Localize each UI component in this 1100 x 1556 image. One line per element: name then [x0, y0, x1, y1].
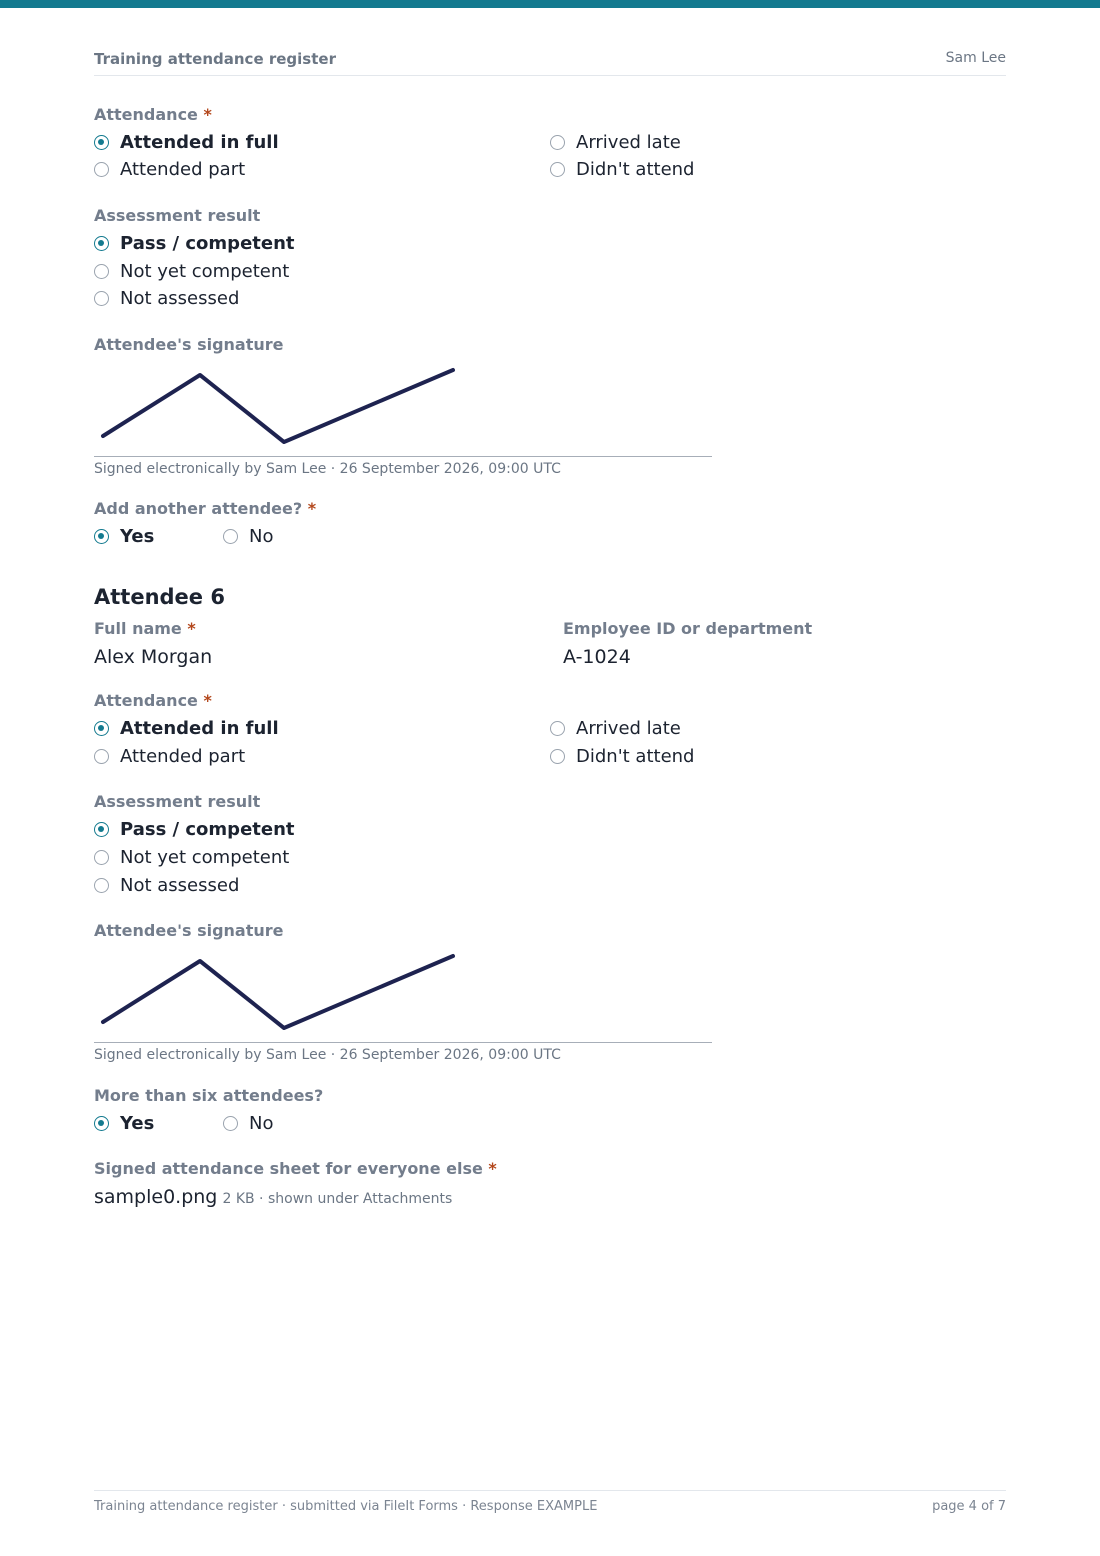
- required-mark: *: [488, 1159, 497, 1178]
- attendance-label: Attendance *: [94, 691, 212, 710]
- attendance-option-attended-part[interactable]: Attended part: [94, 745, 245, 767]
- radio-icon: [223, 1116, 238, 1131]
- page-footer: [94, 1490, 1006, 1520]
- attachment-label: Signed attendance sheet for everyone else *: [94, 1159, 497, 1178]
- full-name-label: Full name *: [94, 619, 196, 638]
- attendance-option-attended-part[interactable]: Attended part: [94, 158, 245, 180]
- radio-icon: [94, 850, 109, 865]
- signature-caption: Signed electronically by Sam Lee · 26 September 2026, 09:00 UTC: [94, 461, 561, 477]
- attendance-option-didnt-attend[interactable]: Didn't attend: [550, 158, 694, 180]
- add-another-option-no[interactable]: No: [223, 525, 273, 547]
- footer-text: Training attendance register · submitted via FileIt Forms · Response EXAMPLE: [94, 1499, 598, 1514]
- radio-selected-icon: [94, 529, 109, 544]
- radio-icon: [550, 135, 565, 150]
- page-number: page 4 of 7: [932, 1499, 1006, 1514]
- attendance-option-attended-in-full[interactable]: Attended in full: [94, 131, 279, 153]
- radio-icon: [550, 721, 565, 736]
- attendance-option-attended-in-full[interactable]: Attended in full: [94, 717, 279, 739]
- attendance-option-didnt-attend[interactable]: Didn't attend: [550, 745, 694, 767]
- add-another-option-yes[interactable]: Yes: [94, 525, 154, 547]
- assessment-option-pass[interactable]: Pass / competent: [94, 232, 295, 254]
- more-than-six-option-no[interactable]: No: [223, 1112, 273, 1134]
- assessment-option-not-yet-competent[interactable]: Not yet competent: [94, 260, 289, 282]
- assessment-option-pass[interactable]: Pass / competent: [94, 818, 295, 840]
- attachment-file-meta: 2 KB · shown under Attachments: [222, 1191, 453, 1207]
- radio-selected-icon: [94, 135, 109, 150]
- signature-caption: Signed electronically by Sam Lee · 26 September 2026, 09:00 UTC: [94, 1047, 561, 1063]
- attendance-label: Attendance *: [94, 105, 212, 124]
- top-accent-bar: [0, 0, 1100, 8]
- required-mark: *: [203, 691, 212, 710]
- radio-icon: [94, 749, 109, 764]
- document-title: Training attendance register: [94, 50, 336, 68]
- add-another-attendee-label: Add another attendee? *: [94, 499, 317, 518]
- user-name: Sam Lee: [945, 50, 1006, 66]
- more-than-six-option-yes[interactable]: Yes: [94, 1112, 154, 1134]
- attachment-file: [94, 1186, 452, 1208]
- attendee-6-heading: Attendee 6: [94, 585, 225, 609]
- assessment-label: Assessment result: [94, 206, 261, 225]
- attendance-option-arrived-late[interactable]: Arrived late: [550, 717, 681, 739]
- radio-icon: [94, 291, 109, 306]
- signature-stroke: [94, 950, 712, 1043]
- radio-selected-icon: [94, 721, 109, 736]
- required-mark: *: [203, 105, 212, 124]
- radio-icon: [94, 264, 109, 279]
- full-name-value: Alex Morgan: [94, 646, 213, 668]
- radio-icon: [94, 162, 109, 177]
- signature-pad: [94, 364, 712, 457]
- attachment-file-link[interactable]: sample0.png: [94, 1186, 218, 1208]
- assessment-option-not-assessed[interactable]: Not assessed: [94, 287, 239, 309]
- assessment-label: Assessment result: [94, 792, 261, 811]
- radio-selected-icon: [94, 822, 109, 837]
- assessment-option-not-assessed[interactable]: Not assessed: [94, 874, 239, 896]
- signature-pad: [94, 950, 712, 1043]
- radio-icon: [223, 529, 238, 544]
- employee-id-label: Employee ID or department: [563, 619, 813, 638]
- more-than-six-label: More than six attendees?: [94, 1086, 324, 1105]
- radio-selected-icon: [94, 236, 109, 251]
- radio-icon: [94, 878, 109, 893]
- employee-id-value: A-1024: [563, 646, 631, 668]
- required-mark: *: [307, 499, 317, 518]
- assessment-option-not-yet-competent[interactable]: Not yet competent: [94, 846, 289, 868]
- radio-icon: [550, 162, 565, 177]
- signature-stroke: [94, 364, 712, 457]
- radio-selected-icon: [94, 1116, 109, 1131]
- signature-label: Attendee's signature: [94, 921, 284, 940]
- radio-icon: [550, 749, 565, 764]
- required-mark: *: [187, 619, 196, 638]
- attendance-option-arrived-late[interactable]: Arrived late: [550, 131, 681, 153]
- signature-label: Attendee's signature: [94, 335, 284, 354]
- page-header: [94, 48, 1006, 76]
